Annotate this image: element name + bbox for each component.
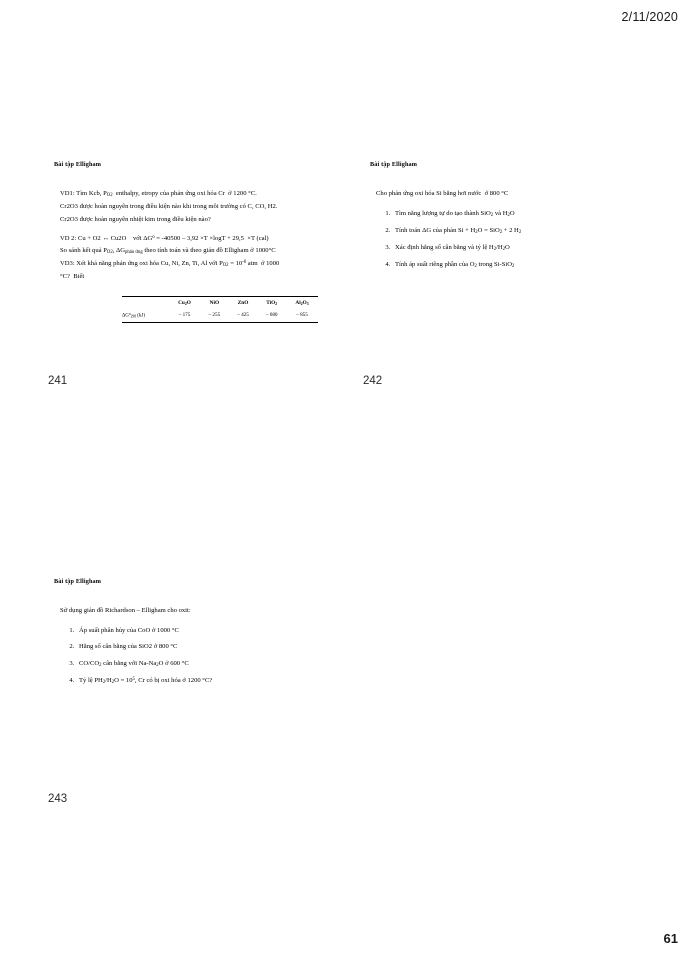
table-cell: – 680	[265, 312, 278, 319]
slide-intro-text: Sử dụng giản đồ Richardson – Elligham cho oxit:	[60, 607, 191, 614]
slide-intro-text: Cho phản ứng oxi hóa Si bằng hơi nước ở 800 °C	[376, 190, 509, 197]
question-list	[376, 210, 671, 270]
list-item: 4. Tính áp suất riêng phần của $O_2$ trong Si-SiO$_2$	[392, 261, 671, 270]
slide-243	[46, 572, 361, 808]
table-col-header: NiO	[209, 300, 220, 306]
slide-text-line: °C? Biết	[60, 273, 85, 281]
table-row	[122, 309, 318, 322]
question-list	[60, 627, 355, 686]
slide-body	[376, 188, 671, 278]
table-col-header: TiO$_2$	[266, 300, 278, 306]
list-item: 1. Tìm năng lượng tự do tạo thành SiO$_2$ và $H_2O$	[392, 210, 671, 219]
table-cell: – 425	[237, 312, 249, 319]
slide-242	[362, 155, 677, 391]
table-cell: – 255	[208, 312, 221, 319]
slide-title: Bài tập Elligham	[54, 578, 102, 585]
table-col-header: $Cu_2O$	[178, 300, 191, 306]
table-corner-cell	[122, 297, 169, 310]
slide-title: Bài tập Elligham	[54, 161, 102, 168]
list-item: 3. Xác định hằng số cân bằng và tỷ lệ $H_2/H_2O$	[392, 244, 671, 253]
table-header-row	[122, 297, 318, 310]
page-number-footer: 61	[663, 931, 678, 946]
slide-text-line: Cr2O3 được hoàn nguyên trong điều kiện nào khi trong môi trường có C, CO, H2.	[60, 202, 278, 210]
free-energy-table	[122, 296, 318, 323]
list-item: 4. Tỷ lệ $PH_2/H_2O = 10^5$, Cr có bị oxi hóa ở 1200 °C?	[76, 677, 355, 686]
table-head	[122, 297, 318, 310]
slide-number-242: 242	[363, 375, 383, 387]
slide-text-line: So sánh kết quả $P_{O2}$, $\Delta G_{phản ứng}$ theo tính toán và theo giản đồ Elligham ở 1000°C	[60, 247, 276, 256]
slide-text-line: Cr2O3 được hoàn nguyên nhiệt kim trong điều kiện nào?	[60, 215, 211, 223]
table-body	[122, 309, 318, 322]
slide-body	[60, 605, 355, 694]
list-item: 3. $CO/CO_2$ cân bằng với $Na-Na_2O$ ở 600 °C	[76, 660, 355, 669]
page-date-header: 2/11/2020	[621, 10, 678, 24]
table-row-label: $\Delta G^o_{298}$ (kJ)	[122, 312, 146, 319]
slide-text-line: VD3: Xét khả năng phản ứng oxi hóa Cu, Ni, Zn, Ti, Al với $P_{O2} = 10^{-6}$ atm ở 1000	[60, 260, 280, 269]
slide-title: Bài tập Elligham	[370, 161, 418, 168]
slide-body	[60, 188, 355, 284]
slide-number-241: 241	[48, 375, 68, 387]
table-cell: – 175	[178, 312, 191, 319]
list-item: 1. Áp suất phân hủy của CoO ở 1000 °C	[76, 627, 355, 636]
free-energy-table-wrapper	[122, 296, 318, 323]
list-item: 2. Tính toán ΔG của phản $Si + H_2O = SiO_2 + 2$ $H_2$	[392, 227, 671, 236]
slide-text-line: VD 2: Cu + O2 ↔ Cu2O với $\Delta G^o = -40500 - 3,92 \times T \times\log T + 29,5 \times T$ (cal)	[60, 234, 269, 242]
slide-number-243: 243	[48, 793, 68, 805]
list-item: 2. Hằng số cân bằng của SiO2 ở 800 °C	[76, 643, 355, 652]
slide-text-line: VD1: Tìm Kcb, $P_{O2}$ enthalpy, etropy của phản ứng oxi hóa Cr ở 1200 °C.	[60, 190, 257, 199]
slide-241	[46, 155, 361, 391]
table-col-header: $Al_2O_3$	[295, 300, 309, 306]
table-col-header: ZnO	[237, 300, 249, 306]
table-cell: – 855	[296, 312, 308, 319]
